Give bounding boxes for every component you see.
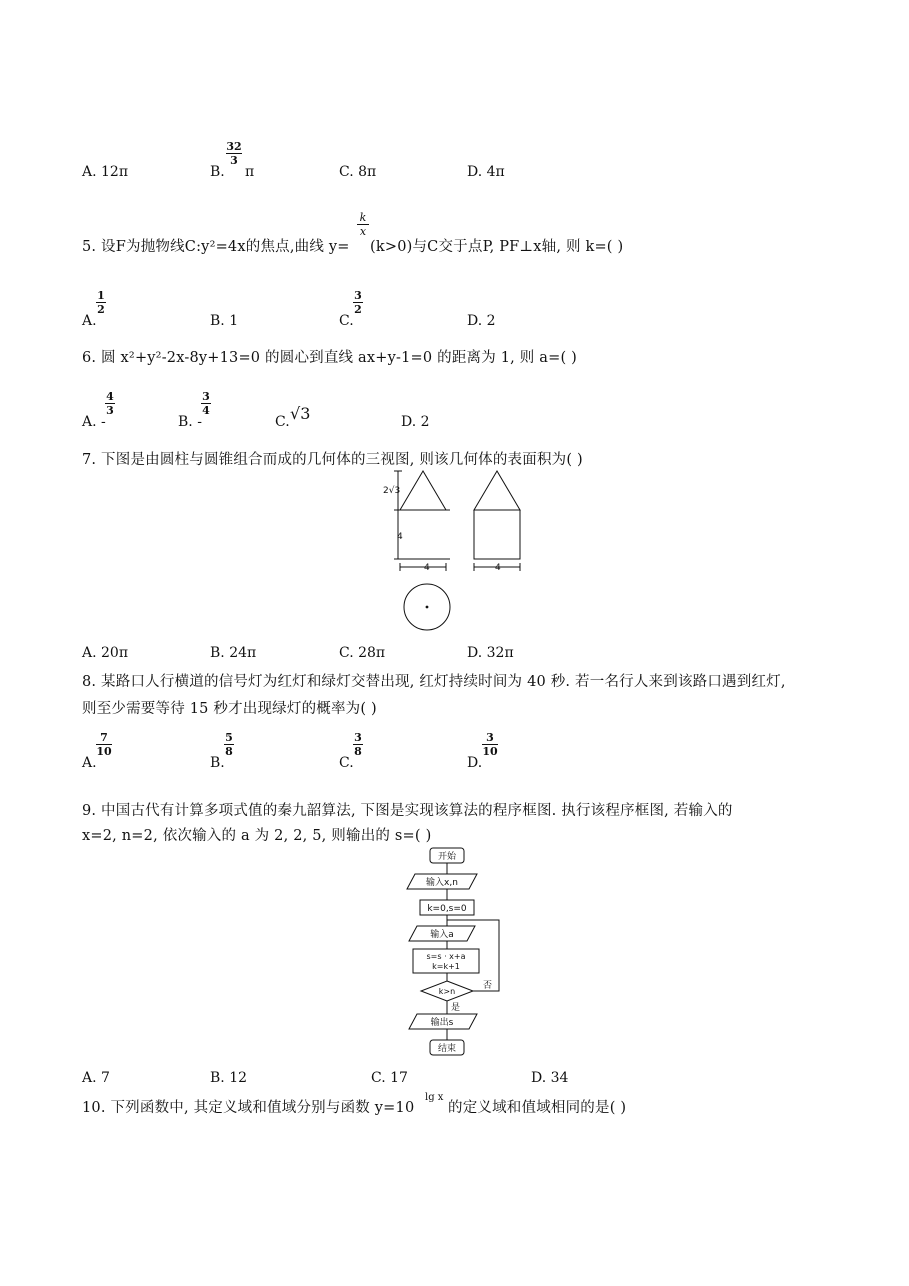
q7-option-c: C. 28π [339, 645, 386, 661]
q10-text-after: 的定义域和值域相同的是( ) [448, 1100, 627, 1116]
q6-option-a-numerator: 4 [106, 390, 114, 403]
q7-label-width-left: 4 [424, 563, 430, 573]
flow-input-xn-label: 输入x,n [426, 878, 458, 888]
q8-line-2: 则至少需要等待 15 秒才出现绿灯的概率为( ) [82, 701, 377, 717]
q5-fraction-denominator: x [359, 225, 367, 238]
flow-input-a-label: 输入a [430, 930, 454, 940]
q5-option-a-fraction [96, 290, 106, 315]
q5-fraction-numerator: k [359, 211, 367, 224]
q7-side-view [474, 471, 520, 571]
flow-output-label: 输出s [430, 1018, 454, 1028]
q6-option-b-denominator: 4 [202, 404, 210, 417]
q8-option-b-fraction [224, 732, 234, 757]
q6-option-a-fraction [105, 391, 115, 416]
q9-flowchart [405, 846, 515, 1060]
q7-label-cone-height: 2√3 [383, 486, 401, 496]
q8-option-d-numerator: 3 [486, 731, 494, 744]
q9-option-b: B. 12 [210, 1070, 248, 1086]
q5-option-a-prefix: A. [82, 313, 97, 329]
q5-text-before: 5. 设F为抛物线C:y²=4x的焦点,曲线 y= [82, 239, 350, 255]
q9-line-2: x=2, n=2, 依次输入的 a 为 2, 2, 5, 则输出的 s=( ) [82, 828, 432, 844]
q7-option-a: A. 20π [82, 645, 129, 661]
q5-option-a-numerator: 1 [97, 289, 105, 302]
q4-option-b-denominator: 3 [230, 154, 238, 167]
q9-option-d: D. 34 [531, 1070, 569, 1086]
flow-no-label: 否 [483, 981, 493, 991]
q4-option-a: A. 12π [82, 164, 129, 180]
q8-option-b-denominator: 8 [225, 745, 233, 758]
q7-option-d: D. 32π [467, 645, 514, 661]
flow-condition-label: k>n [438, 987, 456, 996]
q6-text: 6. 圆 x²+y²-2x-8y+13=0 的圆心到直线 ax+y-1=0 的距离为 1, 则 a=( ) [82, 350, 578, 366]
q6-option-c-root: √3 [290, 404, 311, 423]
q8-option-d-prefix: D. [467, 755, 483, 771]
q7-front-cone-triangle [400, 471, 446, 510]
q8-option-a-prefix: A. [82, 755, 97, 771]
q7-side-cone-triangle [474, 471, 520, 510]
q6-option-a-denominator: 3 [106, 404, 114, 417]
q9-line-1: 9. 中国古代有计算多项式值的秦九韶算法, 下图是实现该算法的程序框图. 执行该程序框图, 若输入的 [82, 803, 733, 819]
q5-option-c-denominator: 2 [354, 303, 362, 316]
q5-option-a-denominator: 2 [97, 303, 105, 316]
q6-option-d: D. 2 [401, 414, 430, 430]
q9-option-a: A. 7 [82, 1070, 110, 1086]
q7-option-b: B. 24π [210, 645, 257, 661]
q6-option-b-fraction [201, 391, 211, 416]
flow-calc-label-2: k=k+1 [432, 962, 460, 971]
q7-side-cylinder-rect [474, 510, 520, 559]
q8-option-c-numerator: 3 [354, 731, 362, 744]
flow-end-label: 结束 [437, 1044, 457, 1054]
q8-option-d-denominator: 10 [482, 745, 498, 758]
q7-three-views-figure [380, 462, 540, 637]
q4-option-b-suffix: π [245, 164, 255, 180]
q8-option-c-denominator: 8 [354, 745, 362, 758]
q7-text: 7. 下图是由圆柱与圆锥组合而成的几何体的三视图, 则该几何体的表面积为( ) [82, 452, 583, 468]
flow-yes-label: 是 [451, 1003, 461, 1013]
flow-init-label: k=0,s=0 [427, 904, 467, 914]
q8-option-c-fraction [353, 732, 363, 757]
q7-front-view [394, 471, 450, 571]
flow-calc-label-1: s=s · x+a [426, 952, 466, 961]
q8-option-c-prefix: C. [339, 755, 354, 771]
q5-option-c-numerator: 3 [354, 289, 362, 302]
q4-option-d: D. 4π [467, 164, 505, 180]
q5-option-c-fraction [353, 290, 363, 315]
q4-option-b-fraction [226, 141, 242, 166]
q7-label-width-right: 4 [495, 563, 501, 573]
q7-label-cyl-height: 4 [397, 532, 403, 542]
q5-text-after: (k>0)与C交于点P, PF⊥x轴, 则 k=( ) [370, 239, 624, 255]
q8-option-a-denominator: 10 [96, 745, 112, 758]
q6-option-b-prefix: B. - [178, 414, 202, 430]
q8-option-b-prefix: B. [210, 755, 225, 771]
q5-option-d: D. 2 [467, 313, 496, 329]
q10-exponent: lg x [425, 1092, 444, 1103]
q7-top-view [404, 584, 450, 630]
q8-option-a-fraction [96, 732, 112, 757]
q10-text-before: 10. 下列函数中, 其定义域和值域分别与函数 y=10 [82, 1100, 415, 1116]
q8-option-d-fraction [482, 732, 498, 757]
q4-option-b-prefix: B. [210, 164, 225, 180]
q6-option-b-numerator: 3 [202, 390, 210, 403]
q8-option-a-numerator: 7 [100, 731, 108, 744]
q6-option-c-prefix: C. [275, 414, 290, 430]
q4-option-b-numerator: 32 [226, 140, 242, 153]
q4-option-c: C. 8π [339, 164, 377, 180]
q5-curve-fraction [357, 212, 369, 237]
q7-top-center-dot [426, 606, 429, 609]
q8-option-b-numerator: 5 [225, 731, 233, 744]
q8-line-1: 8. 某路口人行横道的信号灯为红灯和绿灯交替出现, 红灯持续时间为 40 秒. 若一名行人来到该路口遇到红灯, [82, 674, 786, 690]
q9-option-c: C. 17 [371, 1070, 408, 1086]
flow-start-label: 开始 [437, 852, 457, 862]
q5-option-b: B. 1 [210, 313, 239, 329]
q6-option-a-prefix: A. - [82, 414, 106, 430]
q5-option-c-prefix: C. [339, 313, 354, 329]
